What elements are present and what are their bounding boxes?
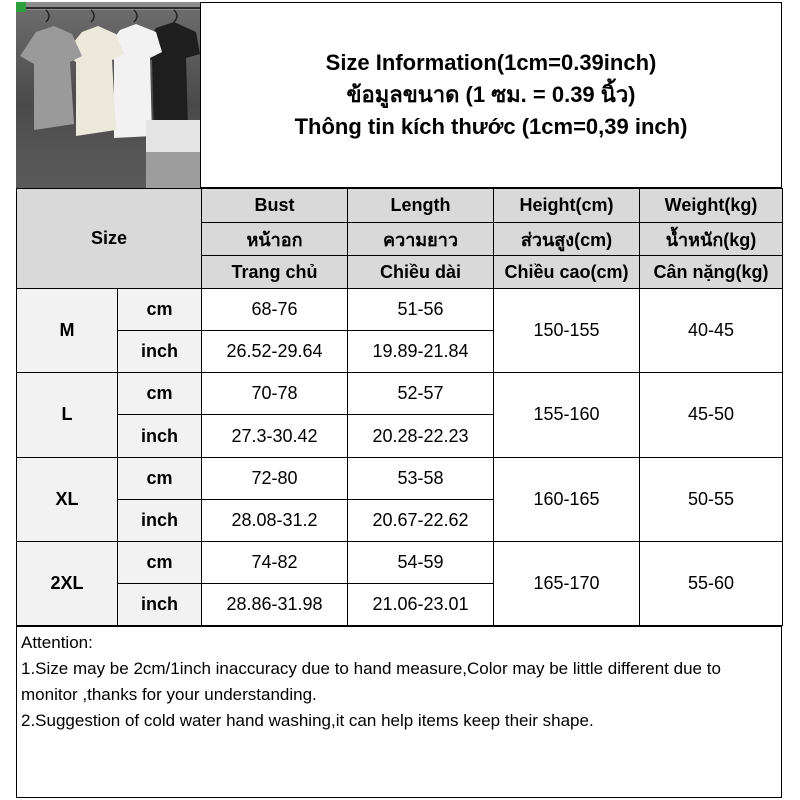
bust-value: 72-80 bbox=[202, 457, 348, 499]
col-weight-en: Weight(kg) bbox=[640, 189, 783, 223]
table-row bbox=[17, 373, 783, 415]
size-header-cell: Size bbox=[17, 189, 202, 289]
col-height-th: ส่วนสูง(cm) bbox=[494, 223, 640, 256]
unit-label: inch bbox=[118, 499, 202, 541]
bust-value: 74-82 bbox=[202, 541, 348, 583]
col-bust-vi: Trang chủ bbox=[202, 256, 348, 289]
col-length-th: ความยาว bbox=[348, 223, 494, 256]
col-height-vi: Chiều cao(cm) bbox=[494, 256, 640, 289]
attention-note-2: 2.Suggestion of cold water hand washing,it can help items keep their shape. bbox=[21, 711, 594, 730]
length-value: 20.28-22.23 bbox=[348, 415, 494, 457]
weight-value: 40-45 bbox=[640, 289, 783, 373]
bust-value: 28.08-31.2 bbox=[202, 499, 348, 541]
table-row bbox=[17, 457, 783, 499]
length-value: 21.06-23.01 bbox=[348, 583, 494, 625]
product-photo bbox=[16, 2, 200, 188]
size-chart-table bbox=[16, 188, 783, 626]
length-value: 20.67-22.62 bbox=[348, 499, 494, 541]
size-label: 2XL bbox=[17, 541, 118, 625]
bust-value: 26.52-29.64 bbox=[202, 331, 348, 373]
col-weight-th: น้ำหนัก(kg) bbox=[640, 223, 783, 256]
size-label: XL bbox=[17, 457, 118, 541]
unit-label: cm bbox=[118, 541, 202, 583]
weight-value: 45-50 bbox=[640, 373, 783, 457]
length-value: 19.89-21.84 bbox=[348, 331, 494, 373]
unit-label: cm bbox=[118, 373, 202, 415]
col-length-en: Length bbox=[348, 189, 494, 223]
length-value: 53-58 bbox=[348, 457, 494, 499]
height-value: 150-155 bbox=[494, 289, 640, 373]
length-value: 52-57 bbox=[348, 373, 494, 415]
bust-value: 28.86-31.98 bbox=[202, 583, 348, 625]
attention-note-1: 1.Size may be 2cm/1inch inaccuracy due to hand measure,Color may be little different due to monitor ,thanks for your understanding. bbox=[21, 659, 721, 704]
height-value: 160-165 bbox=[494, 457, 640, 541]
attention-notes bbox=[16, 626, 782, 798]
table-row bbox=[17, 541, 783, 583]
table-row bbox=[17, 289, 783, 331]
header-title-vietnamese: Thông tin kích thước (1cm=0,39 inch) bbox=[294, 114, 688, 139]
weight-value: 50-55 bbox=[640, 457, 783, 541]
bust-value: 70-78 bbox=[202, 373, 348, 415]
col-weight-vi: Cân nặng(kg) bbox=[640, 256, 783, 289]
weight-value: 55-60 bbox=[640, 541, 783, 625]
size-label: M bbox=[17, 289, 118, 373]
unit-label: inch bbox=[118, 583, 202, 625]
unit-label: cm bbox=[118, 457, 202, 499]
size-label: L bbox=[17, 373, 118, 457]
col-bust-th: หน้าอก bbox=[202, 223, 348, 256]
bust-value: 68-76 bbox=[202, 289, 348, 331]
length-value: 54-59 bbox=[348, 541, 494, 583]
t-shirts-image bbox=[16, 2, 200, 188]
col-height-en: Height(cm) bbox=[494, 189, 640, 223]
header-title-english: Size Information(1cm=0.39inch) bbox=[325, 50, 657, 75]
col-bust-en: Bust bbox=[202, 189, 348, 223]
height-value: 155-160 bbox=[494, 373, 640, 457]
col-length-vi: Chiều dài bbox=[348, 256, 494, 289]
attention-title: Attention: bbox=[21, 633, 93, 652]
header-title-thai: ข้อมูลขนาด (1 ซม. = 0.39 นิ้ว) bbox=[346, 82, 636, 107]
height-value: 165-170 bbox=[494, 541, 640, 625]
unit-label: inch bbox=[118, 415, 202, 457]
length-value: 51-56 bbox=[348, 289, 494, 331]
size-info-header bbox=[200, 2, 782, 188]
unit-label: inch bbox=[118, 331, 202, 373]
unit-label: cm bbox=[118, 289, 202, 331]
bust-value: 27.3-30.42 bbox=[202, 415, 348, 457]
corner-tag bbox=[16, 2, 26, 12]
